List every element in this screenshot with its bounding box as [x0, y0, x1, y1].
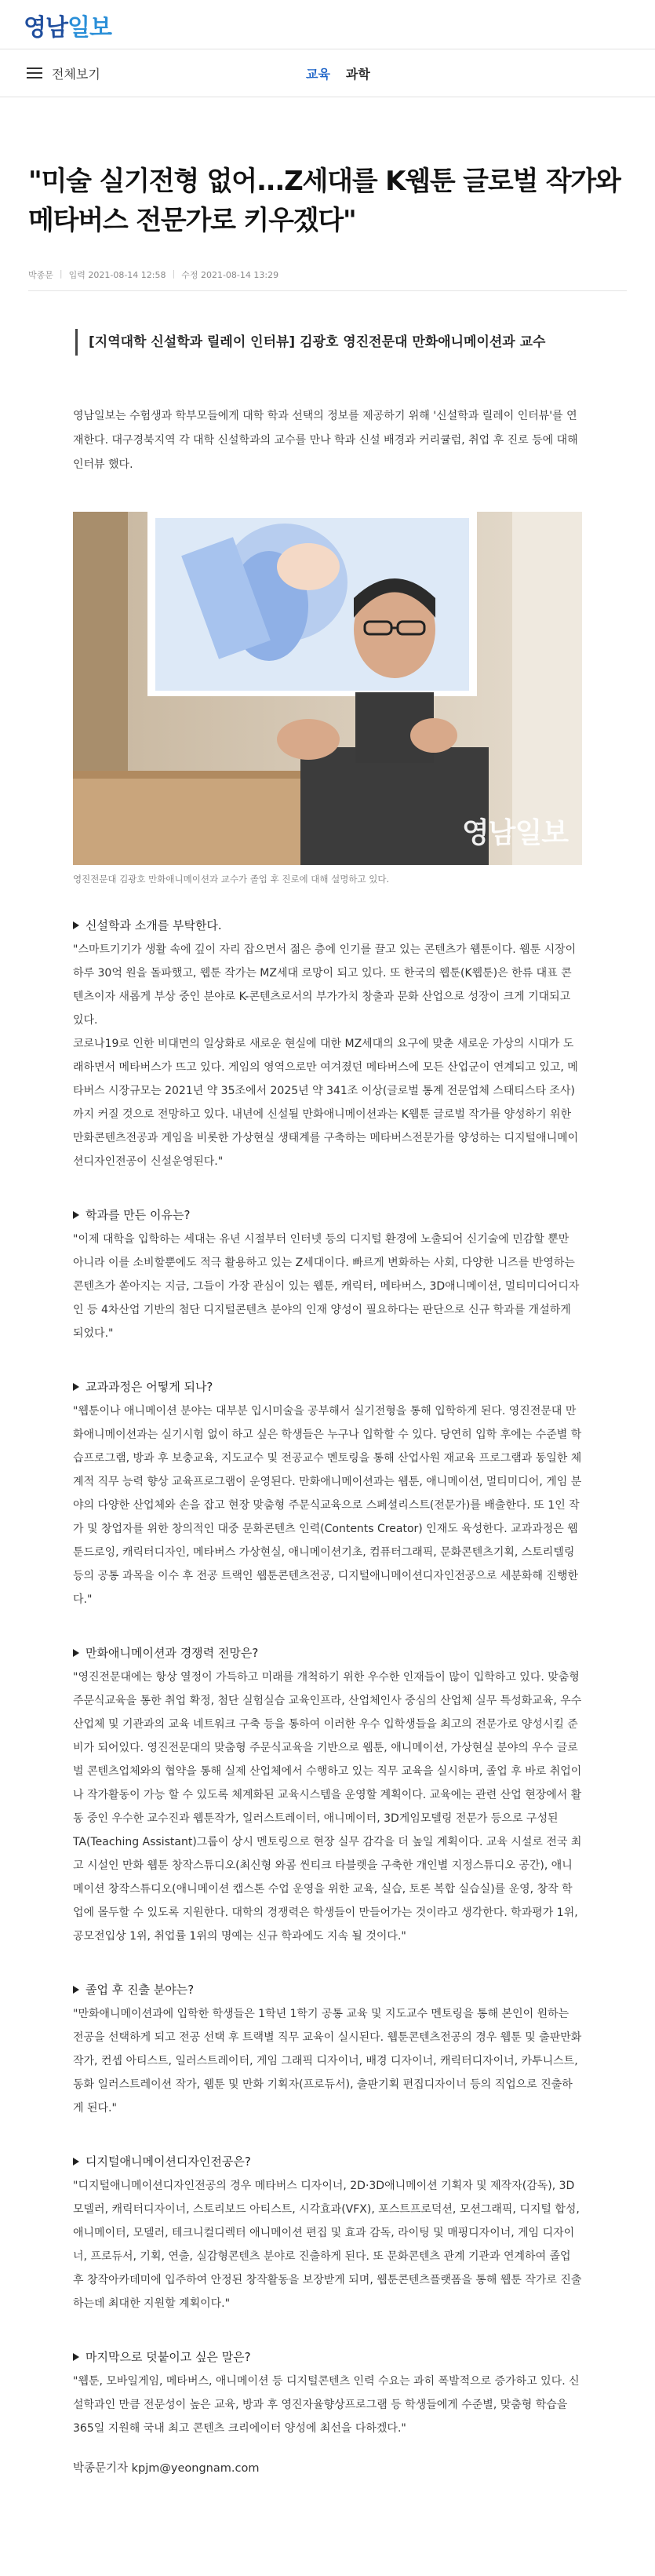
article-photo [73, 512, 582, 865]
author-name: 박종문 [28, 270, 53, 280]
answer-7: "웹툰, 모바일게임, 메타버스, 애니메이션 등 디지털콘텐츠 인력 수요는 과히 폭발적으로 증가하고 있다. 신설학과인 만큼 전문성이 높은 교육, 방과 후 영진자율향상프로그램 등 학생들에게 수준별, 맞춤형 학습을 365일 지원해 국내 최고 콘텐츠 크리에이터 양성에 최선을 다하겠다." [73, 2375, 580, 2435]
answer-2: "이제 대학을 입학하는 세대는 유년 시절부터 인터넷 등의 디지털 환경에 노출되어 신기술에 민감할 뿐만 아니라 이를 소비할뿐에도 적극 활용하고 있는 Z세대이다. 빠르게 변화하는 사회, 다양한 니즈를 반영하는 콘텐츠가 쏟아지는 지금, 그들이 가장 관심이 있는 웹툰, 캐릭터, 메타버스, 3D애니메이션, 멀티미디어디자인 등 4차산업 기반의 첨단 디지털콘텐츠 분야의 인재 양성이 필요하다는 판단으로 신규 학과를 개설하게 되었다." [73, 1233, 580, 1340]
title-section [0, 97, 655, 240]
answer-3: "웹툰이나 애니메이션 분야는 대부분 입시미술을 공부해서 실기전형을 통해 입학하게 된다. 영진전문대 만화애니메이션과는 실기시험 없이 하고 싶은 학생들은 누구나 입학할 수 있다. 당연히 입학 후에는 수준별 학습프로그램, 방과 후 보충교육, 지도교수 및 전공교수 멘토링을 통해 산업사원 재교육 프로그램과 동일한 체계적 직무 능력 향상 교육프로그램이 운영된다. 만화애니메이션과는 웹툰, 애니메이션, 멀티미디어, 게임 분야의 다양한 산업체와 손을 잡고 현장 맞춤형 주문식교육으로 스페셜리스트(전문가)를 배출한다. 또 1인 작가 및 창업자를 위한 창의적인 대중 문화콘텐츠 인력(Contents Creator) 인재도 육성한다. 교과과정은 웹툰드로잉, 캐릭터디자인, 메타버스 가상현실, 애니메이션기초, 컴퓨터그래픽, 문화콘텐츠기획, 스토리텔링 등의 공통 과목을 이수 후 전공 트랙인 웹툰콘텐츠전공, 디지털애니메이션디자인전공으로 세분화해 진행한다." [73, 1405, 582, 1606]
reporter-byline: 박종문기자 kpjm@yeongnam.com [73, 2462, 260, 2475]
answer-4: "영진전문대에는 항상 열정이 가득하고 미래를 개척하기 위한 우수한 인재들이 많이 입학하고 있다. 맞춤형주문식교육을 통한 취업 확정, 첨단 실험실습 교육인프라, 산업체인사 중심의 산업체 실무 특성화교육, 우수 산업체 및 기관과의 교육 네트워크 구축 등을 통하여 이러한 우수 입학생들을 최고의 전문가로 양성시킬 준비가 되어있다. 영진전문대의 맞춤형 주문식교육을 기반으로 웹툰, 애니메이션, 가상현실 분야의 우수 글로벌 콘텐츠업체와의 협약을 통해 실제 산업체에서 수행하고 있는 직무 교육을 실시하며, 졸업 후 바로 취업이나 작가활동이 가능 할 수 있도록 체계화된 교육시스템을 운영할 계획이다. 교육에는 관련 산업 현장에서 활동 중인 우수한 교수진과 웹툰작가, 일러스트레이터, 애니메이터, 3D게임모델링 전문가 등으로 구성된 TA(Teaching Assistant)그룹이 상시 멘토링으로 현장 실무 감각을 더 높일 계획이다. 교육 시설로 전국 최고 시설인 만화 웹툰 창작스튜디오(최신형 와콤 씬티크 타블렛을 구축한 개인별 지정스튜디오 공간), 애니메이션 창작스튜디오(애니메이션 캡스톤 수업 운영을 위한 교육, 실습, 토론 복합 실습실)를 운영, 창작 학업에 몰두할 수 있도록 지원한다. 대학의 경쟁력은 학생들이 만들어가는 것이라고 생각한다. 학과평가 1위, 공모전입상 1위, 취업률 1위의 명예는 신규 학과에도 지속 될 것이다." [73, 1671, 582, 1943]
nav-category-science[interactable]: 과학 [345, 66, 370, 82]
article-meta [28, 268, 627, 291]
photo-watermark: 영남일보 [461, 817, 568, 849]
question-4: 만화애니메이션과 경쟁력 전망은? [73, 1644, 582, 1661]
question-6: 디지털애니메이션디자인전공은? [73, 2153, 582, 2169]
published-date: 입력 2021-08-14 12:58 [68, 270, 166, 280]
logo-accent: 일보 [67, 14, 111, 42]
article-title: "미술 실기전형 없어...Z세대를 K웹툰 글로벌 작가와 메타버스 전문가로 키우겠다" [28, 166, 620, 236]
triangle-bullet-icon [73, 1211, 79, 1219]
question-2: 학과를 만든 이유는? [73, 1206, 582, 1223]
question-3: 교과과정은 어떻게 되나? [73, 1378, 582, 1395]
hamburger-icon [27, 68, 42, 78]
answer-5: "만화애니메이션과에 입학한 학생들은 1학년 1학기 공통 교육 및 지도교수 멘토링을 통해 본인이 원하는 전공을 선택하게 되고 전공 선택 후 트랙별 직무 교육이 실시된다. 웹툰콘텐츠전공의 경우 웹툰 및 출판만화 작가, 컨셉 아티스트, 일러스트레이터, 게임 그래픽 디자이너, 배경 디자이너, 캐릭터디자이너, 카투니스트, 동화 일러스트레이션 작가, 웹툰 및 만화 기획자(프로듀서), 출판기획 편집디자이너 등의 직업으로 진출하게 된다." [73, 2008, 582, 2114]
qa-section [73, 917, 582, 2440]
modified-date: 수정 2021-08-14 13:29 [181, 270, 279, 280]
meta-separator: | [59, 268, 63, 279]
answer-1: "스마트기기가 생활 속에 깊이 자리 잡으면서 젊은 층에 인기를 끌고 있는 콘텐츠가 웹툰이다. 웹툰 시장이 하루 30억 원을 돌파했고, 웹툰 작가는 MZ세대 로망이 되고 있다. 또 한국의 웹툰(K웹툰)은 한류 대표 콘텐츠이자 새롭게 부상 중인 분야로 K-콘텐츠로서의 부가가치 창출과 문화 산업으로 성장이 크게 기대되고 있다. 코로나19로 인한 비대면의 일상화로 새로운 현실에 대한 MZ세대의 요구에 맞춘 새로운 가상의 시대가 도래하면서 메타버스가 뜨고 있다. 게임의 영역으로만 여겨졌던 메타버스에 모든 산업군이 연계되고 있고, 메타버스 시장규모는 2021년 약 35조에서 2025년 약 341조 이상(글로벌 통계 전문업체 스태티스타 조사)까지 커질 것으로 전망하고 있다. 내년에 신설될 만화애니메이션과는 K웹툰 글로벌 작가를 양성하기 위한 만화콘텐츠전공과 게임을 비롯한 가상현실 생태계를 구축하는 메타버스전문가를 양성하는 디지털애니메이션디자인전공이 신설운영된다." [73, 943, 579, 1168]
site-logo[interactable] [24, 8, 655, 42]
answer-6: "디지털애니메이션디자인전공의 경우 메타버스 디자이너, 2D·3D애니메이션 기획자 및 제작자(감독), 3D 모델러, 캐릭터디자이너, 스토리보드 아티스트, 시각효과(VFX), 포스트프로덕션, 모션그래픽, 디지털 합성, 애니메이터, 모델러, 테크니컬디렉터 애니메이션 편집 및 효과 감독, 라이팅 및 매핑디자이너, 게임 디자이너, 프로듀서, 기획, 연출, 실감형콘텐츠 분야로 진출하게 된다. 또 문화콘텐츠 관계 기관과 연계하여 졸업 후 창작아카데미에 입주하여 안정된 창작활동을 보장받게 되며, 웹툰콘텐츠플랫폼을 통해 웹툰 작가로 진출하는데 최대한 지원할 계획이다." [73, 2180, 582, 2310]
menu-label: 전체보기 [52, 66, 100, 82]
nav-bar [0, 49, 655, 97]
question-1: 신설학과 소개를 부탁한다. [73, 917, 582, 933]
menu-button[interactable] [27, 64, 100, 82]
question-5: 졸업 후 진출 분야는? [73, 1981, 582, 1998]
triangle-bullet-icon [73, 2353, 79, 2361]
nav-category-education[interactable]: 교육 [306, 66, 330, 82]
meta-separator: | [172, 268, 176, 279]
triangle-bullet-icon [73, 2158, 79, 2166]
article-body [73, 404, 582, 2476]
triangle-bullet-icon [73, 1383, 79, 1391]
triangle-bullet-icon [73, 1649, 79, 1657]
article-subtitle: [지역대학 신설학과 릴레이 인터뷰] 김광호 영진전문대 만화애니메이션과 교수 [75, 329, 627, 356]
intro-paragraph: 영남일보는 수험생과 학부모들에게 대학 학과 선택의 정보를 제공하기 위해 '신설학과 릴레이 인터뷰'를 연재한다. 대구경북지역 각 대학 신설학과의 교수를 만나 학과 신설 배경과 커리큘럼, 취업 후 진로 등에 대해 인터뷰 했다. [73, 410, 578, 471]
triangle-bullet-icon [73, 1986, 79, 1994]
category-nav [306, 49, 370, 97]
triangle-bullet-icon [73, 921, 79, 929]
photo-caption: 영진전문대 김광호 만화애니메이션과 교수가 졸업 후 진로에 대해 설명하고 있다. [73, 874, 390, 885]
site-header [0, 0, 655, 49]
question-7: 마지막으로 덧붙이고 싶은 말은? [73, 2348, 582, 2365]
logo-main: 영남 [24, 14, 67, 42]
